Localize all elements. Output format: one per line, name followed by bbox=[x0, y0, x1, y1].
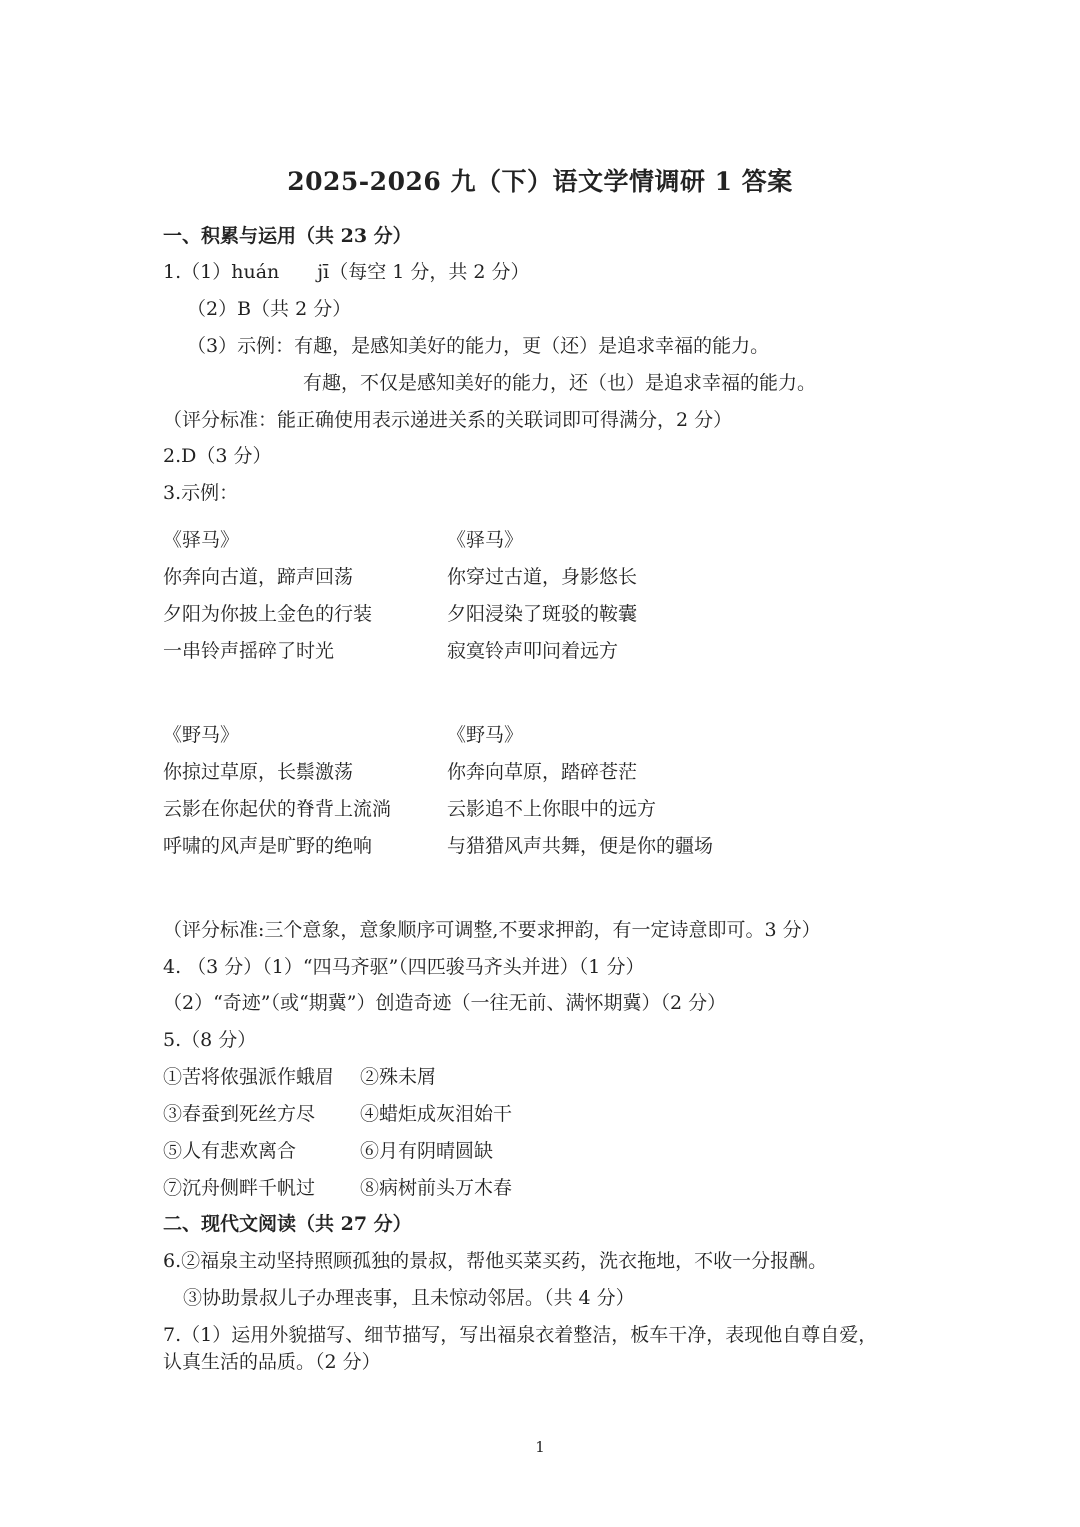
poem-left-2-line: 云影在你起伏的脊背上流淌 bbox=[163, 798, 392, 820]
q1-part3b: 有趣，不仅是感知美好的能力，还（也）是追求幸福的能力。 bbox=[303, 372, 817, 394]
poem-left-1-line: 夕阳为你披上金色的行装 bbox=[163, 603, 373, 625]
q3-label: 3.示例： bbox=[163, 482, 239, 504]
poem-left-2-line: 呼啸的风声是旷野的绝响 bbox=[163, 835, 373, 857]
poem-right-2-line: 云影追不上你眼中的远方 bbox=[447, 798, 657, 820]
q4-line2: （2）“奇迹”（或“期冀”）创造奇迹（一往无前、满怀期冀）（2 分） bbox=[163, 992, 727, 1014]
q2-answer: 2.D（3 分） bbox=[163, 445, 272, 467]
q1-part1: 1.（1）huán jī（每空 1 分，共 2 分） bbox=[163, 261, 530, 283]
q1-part3: （3）示例：有趣，是感知美好的能力，更（还）是追求幸福的能力。 bbox=[187, 335, 770, 357]
poem-right-2-line: 你奔向草原，踏碎苍茫 bbox=[447, 761, 638, 783]
q5-item: ⑤人有悲欢离合 bbox=[163, 1140, 297, 1162]
q5-item: ⑦沉舟侧畔千帆过 bbox=[163, 1177, 316, 1199]
poem-left-1-title: 《驿马》 bbox=[163, 529, 240, 551]
page-number: 1 bbox=[535, 1438, 545, 1456]
section-heading-2: 二、现代文阅读（共 27 分） bbox=[163, 1213, 412, 1235]
q6-line1: 6.②福泉主动坚持照顾孤独的景叔，帮他买菜买药，洗衣拖地，不收一分报酬。 bbox=[163, 1250, 828, 1272]
q5-item: ⑧病树前头万木春 bbox=[360, 1177, 513, 1199]
q1-criteria: （评分标准：能正确使用表示递进关系的关联词即可得满分，2 分） bbox=[163, 409, 733, 431]
q5-item: ①苦将侬强派作蛾眉 bbox=[163, 1066, 335, 1088]
page-title: 2025-2026 九（下）语文学情调研 1 答案 bbox=[287, 167, 793, 196]
poem-right-2-title: 《野马》 bbox=[447, 724, 524, 746]
section-heading-1: 一、积累与运用（共 23 分） bbox=[163, 225, 412, 247]
q4-line1: 4. （3 分）（1）“四马齐驱”（四匹骏马齐头并进）（1 分） bbox=[163, 956, 645, 978]
poem-left-2-title: 《野马》 bbox=[163, 724, 240, 746]
q5-item: ②殊未屑 bbox=[360, 1066, 437, 1088]
q5-item: ④蜡炬成灰泪始干 bbox=[360, 1103, 513, 1125]
poem-left-2-line: 你掠过草原，长鬃激荡 bbox=[163, 761, 354, 783]
q5-item: ⑥月有阴晴圆缺 bbox=[360, 1140, 494, 1162]
poem-left-1-line: 你奔向古道，蹄声回荡 bbox=[163, 566, 354, 588]
q6-line2: ③协助景叔儿子办理丧事，且未惊动邻居。（共 4 分） bbox=[183, 1287, 635, 1309]
q5-item: ③春蚕到死丝方尽 bbox=[163, 1103, 316, 1125]
poem-right-1-line: 你穿过古道，身影悠长 bbox=[447, 566, 638, 588]
poem-right-1-title: 《驿马》 bbox=[447, 529, 524, 551]
poem-right-2-line: 与猎猎风声共舞，便是你的疆场 bbox=[447, 835, 714, 857]
q7-line2: 认真生活的品质。（2 分） bbox=[163, 1351, 381, 1373]
poem-left-1-line: 一串铃声摇碎了时光 bbox=[163, 640, 335, 662]
q3-criteria: （评分标准:三个意象，意象顺序可调整,不要求押韵，有一定诗意即可。3 分） bbox=[163, 919, 821, 941]
poem-right-1-line: 寂寞铃声叩问着远方 bbox=[447, 640, 619, 662]
q1-part2: （2）B（共 2 分） bbox=[187, 298, 352, 320]
poem-right-1-line: 夕阳浸染了斑驳的鞍囊 bbox=[447, 603, 638, 625]
q7-line1: 7.（1）运用外貌描写、细节描写，写出福泉衣着整洁，板车干净，表现他自尊自爱， bbox=[163, 1324, 878, 1346]
q5-label: 5.（8 分） bbox=[163, 1029, 257, 1051]
